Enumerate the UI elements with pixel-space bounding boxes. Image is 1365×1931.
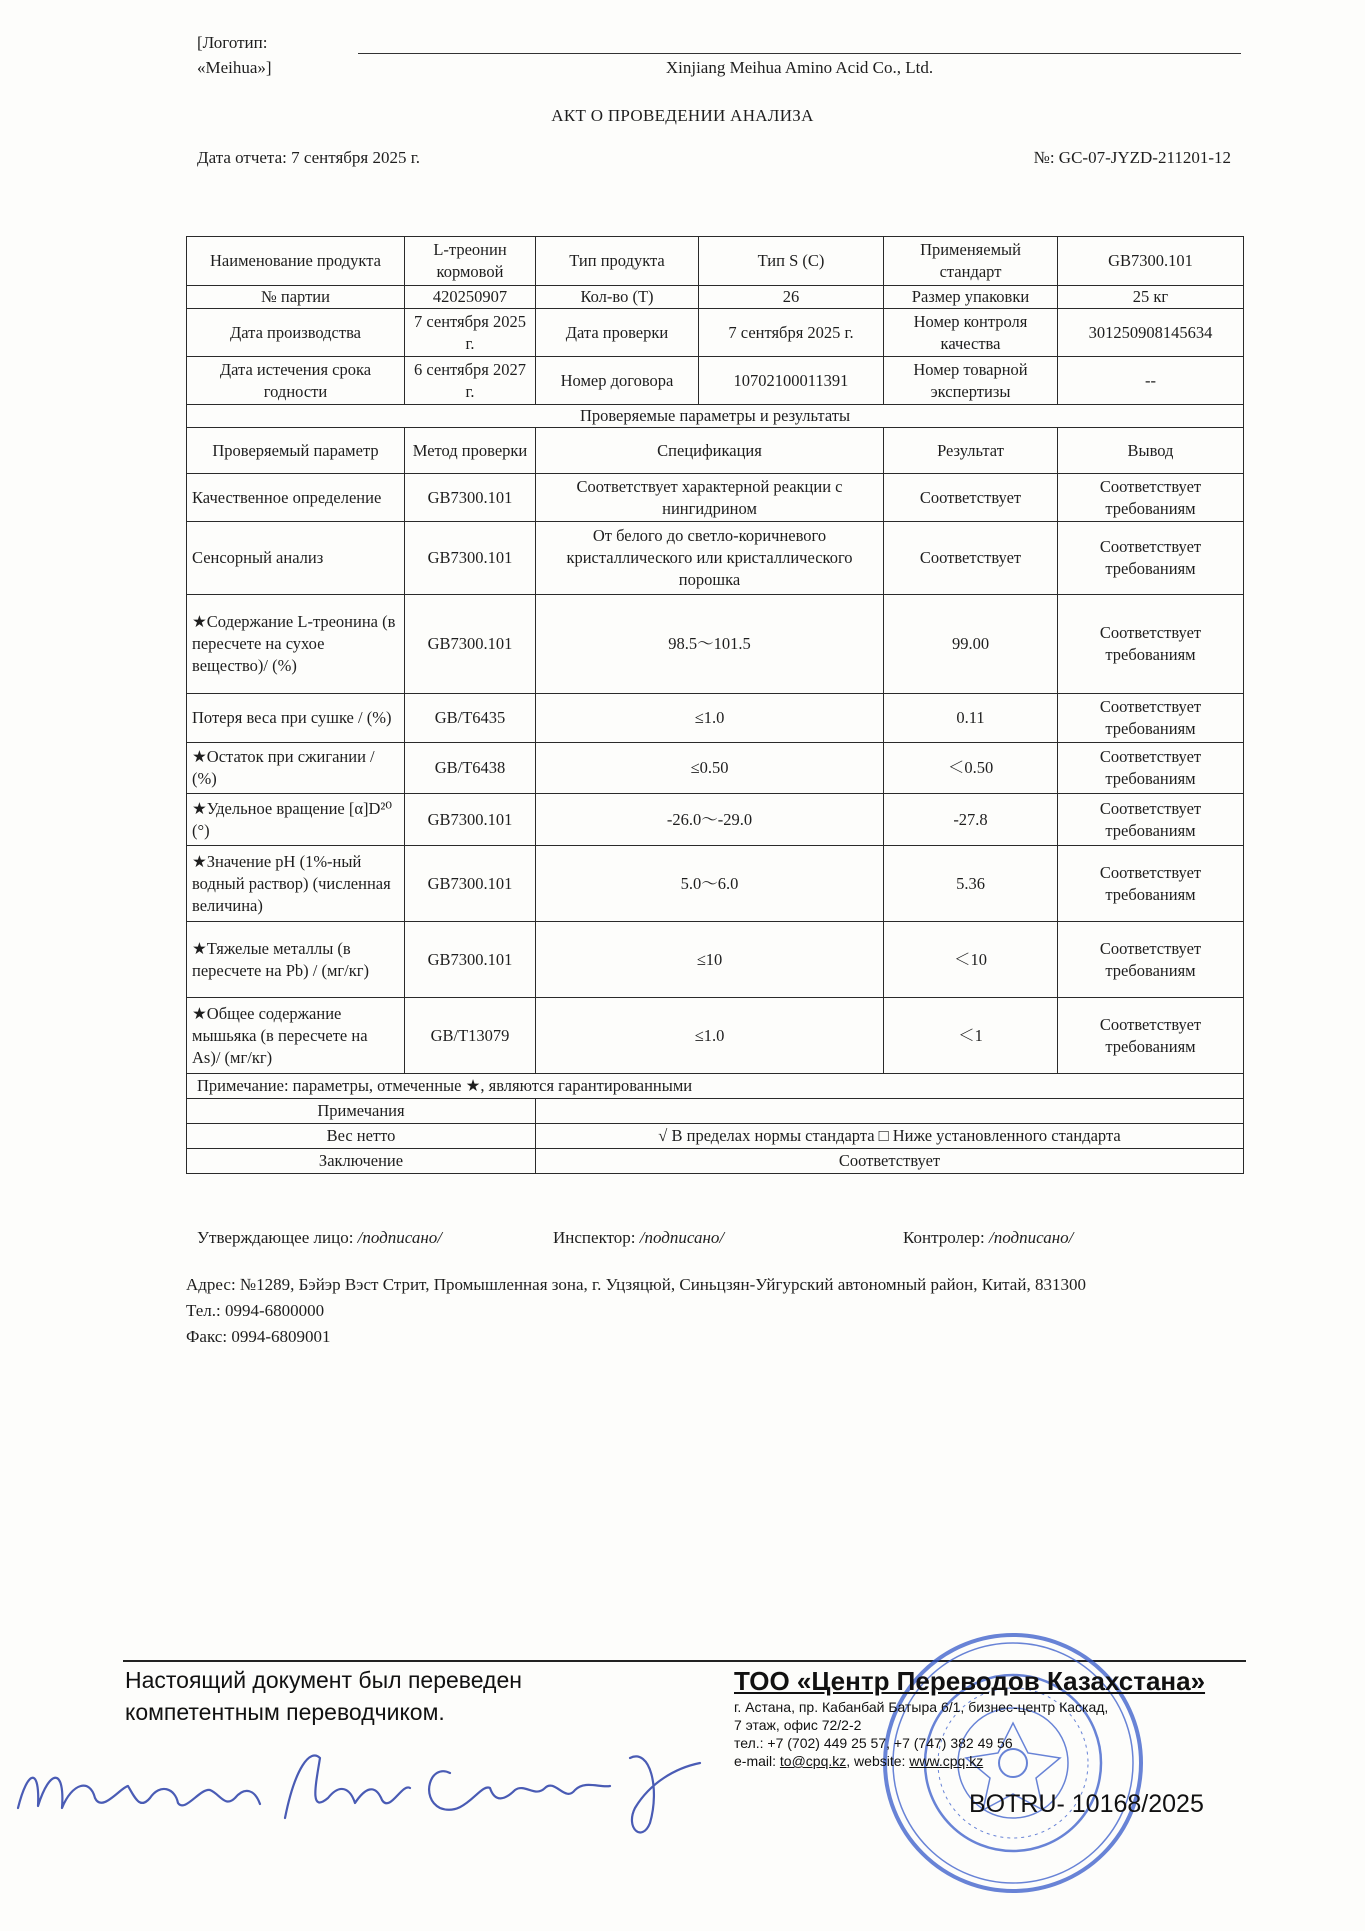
result-cell: ＜0.50	[884, 743, 1058, 794]
expiry-date-value: 6 сентября 2027 г.	[405, 357, 536, 405]
inspector-value: /подписано/	[639, 1228, 725, 1247]
table-row	[187, 1124, 1244, 1149]
param-cell: ★Содержание L-треонина (в пересчете на сухое вещество)/ (%)	[187, 595, 405, 694]
column-header-result: Результат	[884, 428, 1058, 474]
controller-label: Контролер:	[903, 1228, 985, 1247]
analysis-table	[186, 236, 1244, 1174]
table-row	[187, 922, 1244, 998]
agency-office: 7 этаж, офис 72/2-2	[734, 1717, 862, 1733]
agency-address: г. Астана, пр. Кабанбай Батыра 6/1, бизнес-центр Каскад,	[734, 1699, 1109, 1715]
result-cell: -27.8	[884, 794, 1058, 846]
column-header-param: Проверяемый параметр	[187, 428, 405, 474]
batch-value: 420250907	[405, 286, 536, 309]
method-cell: GB7300.101	[405, 595, 536, 694]
expertise-number-label: Номер товарной экспертизы	[884, 357, 1058, 405]
translation-note-line-1: Настоящий документ был переведен	[125, 1667, 522, 1693]
controller-value: /подписано/	[989, 1228, 1074, 1247]
result-cell: 5.36	[884, 846, 1058, 922]
report-date: Дата отчета: 7 сентября 2025 г.	[197, 148, 421, 167]
method-cell: GB7300.101	[405, 522, 536, 595]
product-type-value: Тип S (C)	[699, 237, 884, 286]
result-cell: Соответствует	[884, 474, 1058, 522]
table-row	[187, 794, 1244, 846]
conclusion-cell: Соответствует требованиям	[1058, 743, 1244, 794]
method-cell: GB/T13079	[405, 998, 536, 1074]
approver-label: Утверждающее лицо:	[197, 1228, 354, 1247]
spec-cell: 98.5～101.5	[536, 595, 884, 694]
product-type-label: Тип продукта	[536, 237, 699, 286]
table-row	[187, 1099, 1244, 1124]
table-row	[187, 1149, 1244, 1174]
translation-agency	[734, 1664, 1254, 1770]
table-row	[187, 405, 1244, 428]
net-weight-label: Вес нетто	[187, 1124, 536, 1149]
spec-cell: ≤0.50	[536, 743, 884, 794]
method-cell: GB/T6435	[405, 694, 536, 743]
header-divider	[358, 53, 1241, 54]
column-header-method: Метод проверки	[405, 428, 536, 474]
production-date-value: 7 сентября 2025 г.	[405, 309, 536, 357]
product-name-label: Наименование продукта	[187, 237, 405, 286]
agency-name: ТОО «Центр Переводов Казахстана»	[734, 1666, 1206, 1696]
remarks-label: Примечания	[187, 1099, 536, 1124]
table-row	[187, 694, 1244, 743]
table-row	[187, 595, 1244, 694]
address-line: Адрес: №1289, Бэйэр Вэст Стрит, Промышленная зона, г. Уцзяцюй, Синьцзян-Уйгурский автономный район, Китай, 831300	[186, 1275, 1086, 1294]
table-header-row	[187, 428, 1244, 474]
conclusion-cell: Соответствует требованиям	[1058, 922, 1244, 998]
conclusion-cell: Соответствует требованиям	[1058, 522, 1244, 595]
quantity-value: 26	[699, 286, 884, 309]
table-row	[187, 846, 1244, 922]
conclusion-cell: Соответствует требованиям	[1058, 595, 1244, 694]
check-date-value: 7 сентября 2025 г.	[699, 309, 884, 357]
spec-cell: 5.0～6.0	[536, 846, 884, 922]
expertise-number-value: --	[1058, 357, 1244, 405]
quantity-label: Кол-во (Т)	[536, 286, 699, 309]
agency-website-link[interactable]: www.cpq.kz	[909, 1753, 984, 1769]
table-row	[187, 998, 1244, 1074]
conclusion-value: Соответствует	[536, 1149, 1244, 1174]
qc-number-value: 301250908145634	[1058, 309, 1244, 357]
registration-number: BOTRU- 10168/2025	[969, 1790, 1204, 1818]
result-cell: ＜10	[884, 922, 1058, 998]
method-cell: GB7300.101	[405, 922, 536, 998]
conclusion-cell: Соответствует требованиям	[1058, 694, 1244, 743]
package-size-value: 25 кг	[1058, 286, 1244, 309]
param-cell: Сенсорный анализ	[187, 522, 405, 595]
product-name-value: L-треонин кормовой	[405, 237, 536, 286]
contract-number-value: 10702100011391	[699, 357, 884, 405]
param-cell: ★Тяжелые металлы (в пересчете на Pb) / (мг/кг)	[187, 922, 405, 998]
document-title: АКТ О ПРОВЕДЕНИИ АНАЛИЗА	[551, 106, 814, 125]
table-row	[187, 237, 1244, 286]
method-cell: GB/T6438	[405, 743, 536, 794]
email-label: e-mail:	[734, 1753, 777, 1769]
spec-cell: -26.0～-29.0	[536, 794, 884, 846]
table-row	[187, 743, 1244, 794]
production-date-label: Дата производства	[187, 309, 405, 357]
translation-note-line-2: компетентным переводчиком.	[125, 1699, 445, 1725]
method-cell: GB7300.101	[405, 794, 536, 846]
fax-line: Факс: 0994-6809001	[186, 1327, 331, 1346]
agency-email-link[interactable]: to@cpq.kz	[779, 1753, 847, 1769]
result-cell: 99.00	[884, 595, 1058, 694]
logo-placeholder	[197, 30, 272, 80]
param-cell: Потеря веса при сушке / (%)	[187, 694, 405, 743]
guarantee-note: Примечание: параметры, отмеченные ★, являются гарантированными	[187, 1074, 1244, 1099]
conclusion-cell: Соответствует требованиям	[1058, 474, 1244, 522]
table-row	[187, 474, 1244, 522]
company-name: Xinjiang Meihua Amino Acid Co., Ltd.	[665, 58, 934, 77]
table-row	[187, 522, 1244, 595]
spec-cell: ≤1.0	[536, 694, 884, 743]
spec-cell: ≤10	[536, 922, 884, 998]
section-title: Проверяемые параметры и результаты	[187, 405, 1244, 428]
spec-cell: От белого до светло-коричневого кристаллического или кристаллического порошка	[536, 522, 884, 595]
result-cell: 0.11	[884, 694, 1058, 743]
logo-line-1: [Логотип:	[197, 33, 268, 52]
spec-cell: Соответствует характерной реакции с нингидрином	[536, 474, 884, 522]
param-cell: ★Удельное вращение [α]D²⁰ (°)	[187, 794, 405, 846]
result-cell: Соответствует	[884, 522, 1058, 595]
contract-number-label: Номер договора	[536, 357, 699, 405]
conclusion-cell: Соответствует требованиям	[1058, 998, 1244, 1074]
approver-value: /подписано/	[357, 1228, 443, 1247]
param-cell: ★Общее содержание мышьяка (в пересчете на As)/ (мг/кг)	[187, 998, 405, 1074]
qc-number-label: Номер контроля качества	[884, 309, 1058, 357]
translation-note	[125, 1664, 645, 1728]
column-header-conclusion: Вывод	[1058, 428, 1244, 474]
phone-line: Тел.: 0994-6800000	[186, 1301, 325, 1320]
signature-block	[197, 1228, 1247, 1252]
inspector-label: Инспектор:	[553, 1228, 636, 1247]
remarks-value	[536, 1099, 1244, 1124]
logo-line-2: «Meihua»]	[197, 58, 272, 77]
standard-label: Применяемый стандарт	[884, 237, 1058, 286]
spec-cell: ≤1.0	[536, 998, 884, 1074]
method-cell: GB7300.101	[405, 474, 536, 522]
table-row	[187, 357, 1244, 405]
conclusion-cell: Соответствует требованиям	[1058, 794, 1244, 846]
conclusion-label: Заключение	[187, 1149, 536, 1174]
package-size-label: Размер упаковки	[884, 286, 1058, 309]
column-header-spec: Спецификация	[536, 428, 884, 474]
method-cell: GB7300.101	[405, 846, 536, 922]
param-cell: ★Остаток при сжигании / (%)	[187, 743, 405, 794]
controller-signature	[903, 1228, 1073, 1248]
report-number: №: GC-07-JYZD-211201-12	[1033, 148, 1231, 167]
table-row	[187, 1074, 1244, 1099]
batch-label: № партии	[187, 286, 405, 309]
standard-value: GB7300.101	[1058, 237, 1244, 286]
param-cell: Качественное определение	[187, 474, 405, 522]
approver-signature	[197, 1228, 442, 1248]
company-address	[186, 1272, 1246, 1350]
conclusion-cell: Соответствует требованиям	[1058, 846, 1244, 922]
translator-handwritten-signatures	[10, 1728, 730, 1848]
param-cell: ★Значение pH (1%-ный водный раствор) (численная величина)	[187, 846, 405, 922]
net-weight-value: √ В пределах нормы стандарта □ Ниже установленного стандарта	[536, 1124, 1244, 1149]
inspector-signature	[553, 1228, 724, 1248]
check-date-label: Дата проверки	[536, 309, 699, 357]
table-row	[187, 286, 1244, 309]
agency-phone: тел.: +7 (702) 449 25 57, +7 (747) 382 49 56	[734, 1735, 1013, 1751]
table-row	[187, 309, 1244, 357]
result-cell: ＜1	[884, 998, 1058, 1074]
website-label: , website:	[846, 1753, 906, 1769]
agency-contacts	[734, 1752, 1254, 1770]
expiry-date-label: Дата истечения срока годности	[187, 357, 405, 405]
